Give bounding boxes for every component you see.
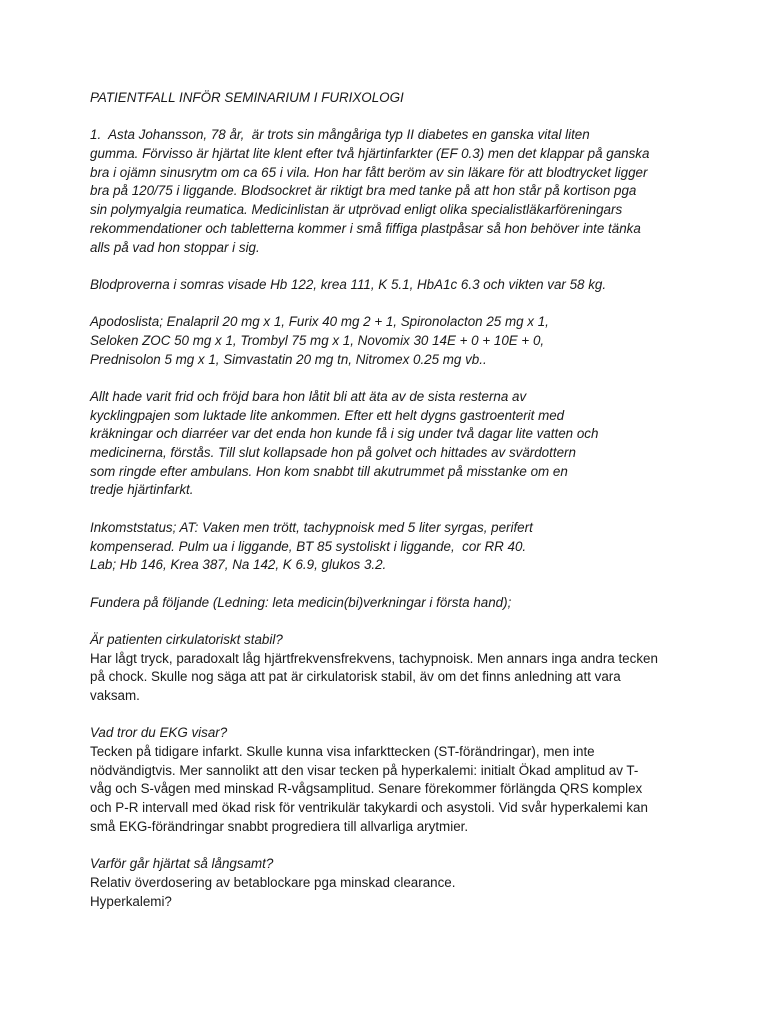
- text-line: kompenserad. Pulm ua i liggande, BT 85 systoliskt i liggande, cor RR 40.: [90, 538, 527, 554]
- case-intro-paragraph: [90, 126, 730, 257]
- text-line: gumma. Förvisso är hjärtat lite klent efter två hjärtinfarkter (EF 0.3) men det klappar på ganska: [90, 146, 650, 162]
- text-line: Allt hade varit frid och fröjd bara hon låtit bli att äta av de sista resterna av: [90, 389, 527, 404]
- text-line: kräkningar och diarréer var det enda hon kunde få i sig under två dagar lite vatten och: [90, 426, 599, 442]
- spacer: [90, 706, 730, 725]
- story-paragraph: [90, 388, 730, 500]
- answer-line: Tecken på tidigare infarkt. Skulle kunna visa infarkttecken (ST-förändringar), men inte: [90, 744, 595, 760]
- text-line: Blodproverna i somras visade Hb 122, krea 111, K 5.1, HbA1c 6.3 och vikten var 58 kg.: [90, 276, 607, 292]
- spacer: [90, 575, 730, 594]
- text-line: som ringde efter ambulans. Hon kom snabbt till akutrummet på misstanke om en: [90, 463, 568, 479]
- spacer: [90, 369, 730, 388]
- text-line: Apodoslista; Enalapril 20 mg x 1, Furix 40 mg 2 + 1, Spironolacton 25 mg x 1,: [90, 314, 549, 330]
- text-line: medicinerna, förstås. Till slut kollapsade hon på golvet och hittades av svärdottern: [90, 445, 576, 461]
- text-line: tredje hjärtinfarkt.: [90, 482, 194, 498]
- text-line: Inkomststatus; AT: Vaken men trött, tachypnoisk med 5 liter syrgas, perifert: [90, 519, 533, 535]
- labs-paragraph: [90, 276, 730, 295]
- medication-list-paragraph: [90, 313, 730, 369]
- answer-line: små EKG-förändringar snabbt progrediera till allvarliga arytmier.: [90, 818, 469, 834]
- answer-line: Hyperkalemi?: [90, 893, 172, 909]
- text-line: kycklingpajen som luktade lite ankommen. Efter ett helt dygns gastroenterit med: [90, 407, 565, 423]
- text-line: Seloken ZOC 50 mg x 1, Trombyl 75 mg x 1, Novomix 30 14E + 0 + 10E + 0,: [90, 332, 545, 348]
- instruction-paragraph: [90, 594, 730, 613]
- spacer: [90, 295, 730, 314]
- text-line: Prednisolon 5 mg x 1, Simvastatin 20 mg tn, Nitromex 0.25 mg vb..: [90, 351, 487, 367]
- answer-line: på chock. Skulle nog säga att pat är cirkulatorisk stabil, äv om det finns anledning att vara: [90, 669, 621, 685]
- spacer: [90, 108, 730, 127]
- text-line: sin polymyalgia reumatica. Medicinlistan är utprövad enligt olika specialistläkarföreningars: [90, 202, 623, 218]
- text-line: bra i ojämn sinusrytm om ca 65 i vila. Hon har fått beröm av sin läkare för att blodtrycket ligger: [90, 164, 648, 180]
- spacer: [90, 257, 730, 276]
- text-line: 1. Asta Johansson, 78 år, är trots sin mångåriga typ II diabetes en ganska vital liten: [90, 127, 590, 143]
- question-heading: Är patienten cirkulatoriskt stabil?: [90, 631, 283, 647]
- spacer: [90, 837, 730, 856]
- answer-line: våg och S-vågen med minskad R-vågsamplitud. Senare förekommer förlängda QRS komplex: [90, 781, 643, 797]
- answer-line: Relativ överdosering av betablockare pga minskad clearance.: [90, 874, 456, 890]
- text-line: rekommendationer och tabletterna kommer i små fiffiga plastpåsar så hon behöver inte tänka: [90, 220, 641, 236]
- admission-status-paragraph: [90, 519, 730, 575]
- question-heading: Varför går hjärtat så långsamt?: [90, 856, 274, 872]
- question-block-3: [90, 855, 730, 911]
- text-line: bra på 120/75 i liggande. Blodsockret är riktigt bra med tanke på att hon står på kortison pga: [90, 183, 637, 199]
- spacer: [90, 612, 730, 631]
- question-block-1: [90, 631, 730, 706]
- document-title: PATIENTFALL INFÖR SEMINARIUM I FURIXOLOGI: [90, 90, 404, 105]
- answer-line: vaksam.: [90, 688, 140, 703]
- text-line: Lab; Hb 146, Krea 387, Na 142, K 6.9, glukos 3.2.: [90, 557, 387, 573]
- answer-line: nödvändigtvis. Mer sannolikt att den visar tecken på hyperkalemi: initialt Ökad amplitud av T-: [90, 762, 639, 778]
- document-page: [90, 89, 730, 911]
- question-block-2: [90, 724, 730, 836]
- answer-line: och P-R intervall med ökad risk för ventrikulär takykardi och asystoli. Vid svår hyperkalemi kan: [90, 800, 648, 816]
- spacer: [90, 500, 730, 519]
- answer-line: Har lågt tryck, paradoxalt låg hjärtfrekvensfrekvens, tachypnoisk. Men annars inga andra tecken: [90, 650, 658, 666]
- text-line: Fundera på följande (Ledning: leta medicin(bi)verkningar i första hand);: [90, 594, 512, 610]
- question-heading: Vad tror du EKG visar?: [90, 725, 228, 741]
- text-line: alls på vad hon stoppar i sig.: [90, 239, 260, 255]
